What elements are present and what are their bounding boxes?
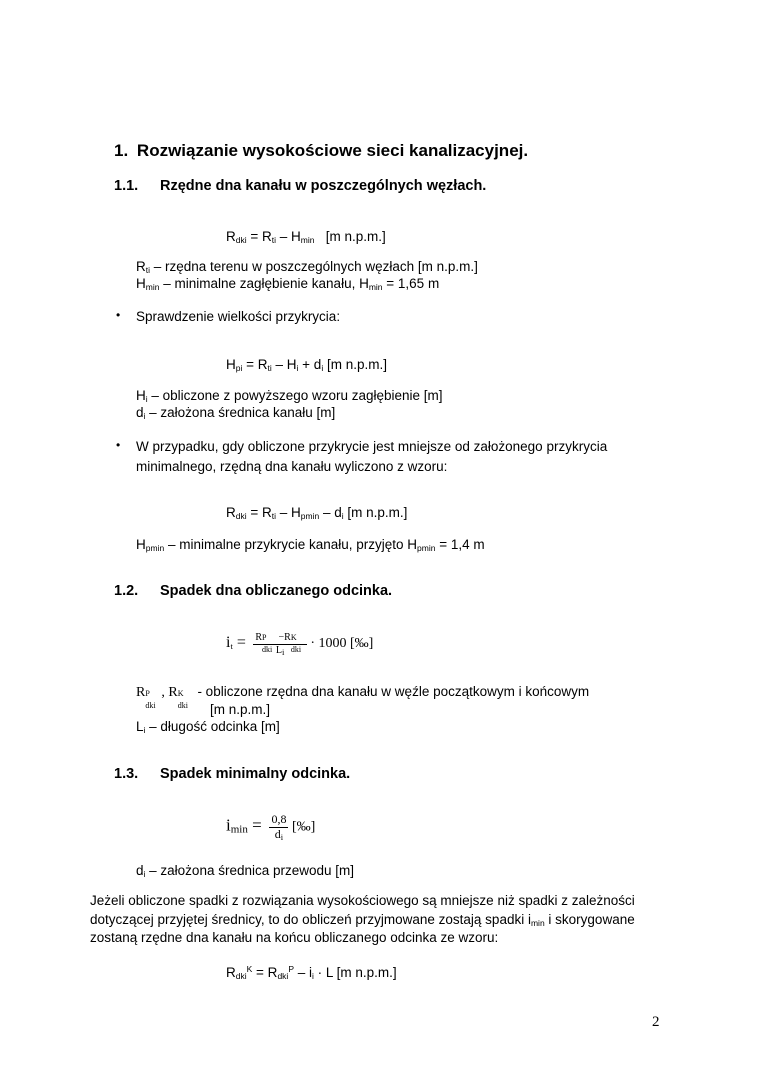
definition-rp-rk: R P dki , R K dki - obliczone rzędna dna kanału w węźle początkowym i końcowym bbox=[136, 684, 590, 710]
paragraph-line: dotyczącej przyjętej średnicy, to do obliczeń przyjmowane zostają spadki $i_{min}$ i skorygowane bbox=[90, 912, 635, 928]
bullet-text-line: minimalnego, rzędną dna kanału wyliczono z wzoru: bbox=[136, 459, 448, 474]
definition-di-2: $d_i$ – założona średnica przewodu [m] bbox=[136, 863, 355, 879]
definition-hmin: $H_{min}$ – minimalne zagłębienie kanału, $H_{min} = 1,65$ m bbox=[136, 276, 440, 292]
subsection-title: Rzędne dna kanału w poszczególnych węzłach. bbox=[160, 178, 487, 194]
definition-rti: $R_{ti}$ – rzędna terenu w poszczególnych węzłach [m n.p.m.] bbox=[136, 259, 478, 275]
formula-rdki: $R_{dki} = R_{ti} - H_{min}$ [m n.p.m.] bbox=[226, 229, 386, 245]
definition-li: $L_i$ – długość odcinka [m] bbox=[136, 719, 280, 735]
bullet-text-line: W przypadku, gdy obliczone przykrycie jest mniejsze od założonego przykrycia bbox=[136, 439, 608, 454]
subsection-heading-1-3 bbox=[114, 766, 350, 783]
bullet-icon: • bbox=[116, 438, 121, 452]
section-heading bbox=[114, 141, 528, 161]
bullet-icon: • bbox=[116, 308, 121, 322]
subsection-number: 1.2. bbox=[114, 583, 139, 599]
section-number: 1. bbox=[114, 141, 129, 160]
paragraph-line: zostaną rzędne dna kanału na końcu obliczanego odcinka ze wzoru: bbox=[90, 930, 499, 945]
subsection-number: 1.1. bbox=[114, 178, 139, 194]
formula-hpi: $H_{pi} = R_{ti} - H_i + d_i$ [m n.p.m.] bbox=[226, 357, 387, 373]
page-number: 2 bbox=[652, 1014, 660, 1030]
subsection-heading-1-2 bbox=[114, 583, 392, 600]
subsection-title: Spadek dna obliczanego odcinka. bbox=[160, 583, 393, 599]
fraction: $\frac{0,8}{d_i}$ bbox=[271, 812, 287, 842]
bullet-text: Sprawdzenie wielkości przykrycia: bbox=[136, 309, 341, 324]
subsection-title: Spadek minimalny odcinka. bbox=[160, 766, 351, 782]
formula-rdki-k: $R_{dki}^K = R_{dki}^P - i_i \cdot L$ [m n.p.m.] bbox=[226, 964, 397, 981]
subsection-heading-1-1 bbox=[114, 178, 486, 195]
definition-hi: $H_i$ – obliczone z powyższego wzoru zagłębienie [m] bbox=[136, 388, 443, 404]
definition-di: $d_i$ – założona średnica kanału [m] bbox=[136, 405, 336, 421]
formula-it: $i_t$ = R P dki −R K dki $L_i$ · 1000 [‰] bbox=[226, 632, 374, 657]
definition-rp-rk-line2: [m n.p.m.] bbox=[210, 702, 271, 717]
paragraph-line: Jeżeli obliczone spadki z rozwiązania wysokościowego są mniejsze niż spadki z zależności bbox=[90, 893, 635, 908]
fraction: R P dki −R K dki $L_i$ bbox=[253, 632, 306, 656]
subsection-number: 1.3. bbox=[114, 766, 139, 782]
formula-rdki-pmin: $R_{dki} = R_{ti} - H_{pmin} - d_i$ [m n.p.m.] bbox=[226, 505, 408, 521]
definition-hpmin: $H_{pmin}$ – minimalne przykrycie kanału, przyjęto $H_{pmin} = 1,4$ m bbox=[136, 537, 485, 553]
formula-imin: $i_{min}$ = $\frac{0,8}{d_i}$ [‰] bbox=[226, 812, 316, 842]
section-title: Rozwiązanie wysokościowe sieci kanalizacyjnej. bbox=[136, 141, 529, 160]
